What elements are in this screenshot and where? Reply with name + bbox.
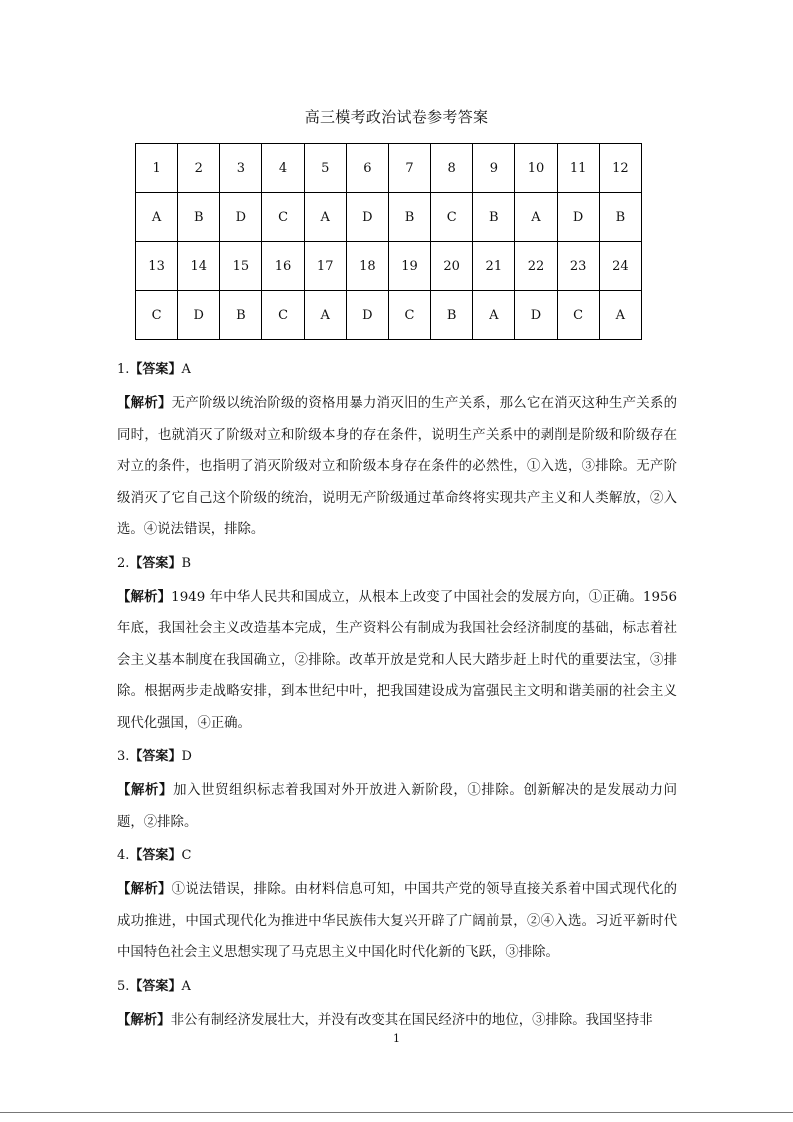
question-number-cell: 12 xyxy=(599,144,641,193)
explanation-label: 【解析】 xyxy=(117,589,172,605)
answer-letter-cell: C xyxy=(557,291,599,340)
answer-letter-cell: A xyxy=(515,193,557,242)
answer-letter-cell: C xyxy=(388,291,430,340)
explanation-text: 无产阶级以统治阶级的资格用暴力消灭旧的生产关系，那么它在消灭这种生产关系的同时，也就消灭了阶级对立和阶级本身的存在条件，说明生产关系中的剥削是阶级和阶级存在对立的条件，也指明了消灭阶级对立和阶级本身存在条件的必然性，①入选，③排除。无产阶级消灭了它自己这个阶级的统治，说明无产阶级通过革命终将实现共产主义和人类解放，②入选。④说法错误，排除。 xyxy=(117,396,678,537)
answer-value: C xyxy=(181,848,192,863)
answer-key-table xyxy=(135,143,642,340)
answer-letter-cell: C xyxy=(431,193,473,242)
answer-letter-cell: D xyxy=(220,193,262,242)
answer-letter-cell: A xyxy=(136,193,178,242)
answer-label: 答案 xyxy=(142,848,169,863)
table-row-question-numbers xyxy=(136,144,642,193)
bracket-close: 】 xyxy=(168,749,182,764)
question-number-cell: 1 xyxy=(136,144,178,193)
question-number-cell: 24 xyxy=(599,242,641,291)
answer-line xyxy=(117,360,677,380)
bracket-open: 【 xyxy=(129,362,143,377)
answer-letter-cell: C xyxy=(136,291,178,340)
question-number: 1. xyxy=(117,362,130,377)
answer-letter-cell: C xyxy=(262,291,304,340)
answer-letter-cell: B xyxy=(599,193,641,242)
bracket-close: 】 xyxy=(168,978,182,994)
bracket-close: 】 xyxy=(168,555,182,571)
answer-value: D xyxy=(181,749,192,764)
answer-letter-cell: D xyxy=(515,291,557,340)
answer-letter-cell: B xyxy=(473,193,515,242)
question-number-cell: 14 xyxy=(178,242,220,291)
question-number: 4. xyxy=(117,848,130,863)
question-number-cell: 7 xyxy=(388,144,430,193)
question-number-cell: 10 xyxy=(515,144,557,193)
answer-label: 答案 xyxy=(142,555,169,571)
question-number-cell: 2 xyxy=(178,144,220,193)
answer-line xyxy=(117,747,677,767)
bracket-open: 【 xyxy=(129,749,143,764)
explanation-label: 【解析】 xyxy=(117,1012,171,1028)
question-number-cell: 8 xyxy=(431,144,473,193)
question-number-cell: 19 xyxy=(388,242,430,291)
answer-letter-cell: B xyxy=(388,193,430,242)
question-number-cell: 3 xyxy=(220,144,262,193)
answer-value: A xyxy=(181,978,191,994)
explanation-text: ①说法错误，排除。由材料信息可知，中国共产党的领导直接关系着中国式现代化的成功推进，中国式现代化为推进中华民族伟大复兴开辟了广阔前景，②④入选。习近平新时代中国特色社会主义思想实现了马克思主义中国化时代化新的飞跃，③排除。 xyxy=(117,882,678,960)
question-number-cell: 22 xyxy=(515,242,557,291)
question-number-cell: 4 xyxy=(262,144,304,193)
explanation-paragraph xyxy=(117,874,677,969)
explanation-text: 非公有制经济发展壮大，并没有改变其在国民经济中的地位，③排除。我国坚持非 xyxy=(170,1012,653,1028)
bracket-open: 【 xyxy=(129,555,143,571)
explanation-label: 【解析】 xyxy=(117,783,174,798)
answer-letter-cell: A xyxy=(304,291,346,340)
question-number-cell: 6 xyxy=(346,144,388,193)
answer-letter-cell: A xyxy=(304,193,346,242)
answer-letter-cell: D xyxy=(346,193,388,242)
bracket-close: 】 xyxy=(168,362,182,377)
document-title: 高三模考政治试卷参考答案 xyxy=(304,108,489,126)
question-number-cell: 11 xyxy=(557,144,599,193)
question-number-cell: 20 xyxy=(431,242,473,291)
explanation-label: 【解析】 xyxy=(117,396,172,411)
question-number-cell: 9 xyxy=(473,144,515,193)
question-number-cell: 17 xyxy=(304,242,346,291)
table-row-question-numbers xyxy=(136,242,642,291)
answer-label: 答案 xyxy=(142,978,169,994)
question-number-cell: 13 xyxy=(136,242,178,291)
explanation-text: 1949 年中华人民共和国成立，从根本上改变了中国社会的发展方向，①正确。1956 年底，我国社会主义改造基本完成，生产资料公有制成为我国社会经济制度的基础，标志着社会主义基本制度在我国确立，②排除。改革开放是党和人民大踏步赶上时代的重要法宝，③排除。根据两步走战略安排，到本世纪中叶，把我国建设成为富强民主文明和谐美丽的社会主义现代化强国，④正确。 xyxy=(117,589,678,731)
answer-line xyxy=(117,977,677,997)
bracket-open: 【 xyxy=(129,848,143,863)
answer-letter-cell: D xyxy=(178,291,220,340)
question-number-cell: 18 xyxy=(346,242,388,291)
answer-line xyxy=(117,554,677,574)
question-number-cell: 5 xyxy=(304,144,346,193)
table-row-answers xyxy=(136,291,642,340)
answer-letter-cell: A xyxy=(599,291,641,340)
explanation-text: 加入世贸组织标志着我国对外开放进入新阶段，①排除。创新解决的是发展动力问题，②排除。 xyxy=(117,783,677,830)
explanation-label: 【解析】 xyxy=(117,882,172,897)
answer-letter-cell: B xyxy=(178,193,220,242)
page-bottom-border xyxy=(0,1112,793,1113)
answer-letter-cell: B xyxy=(220,291,262,340)
question-number-cell: 15 xyxy=(220,242,262,291)
page-number: 1 xyxy=(393,1032,400,1045)
question-number-cell: 16 xyxy=(262,242,304,291)
answer-letter-cell: B xyxy=(431,291,473,340)
bracket-open: 【 xyxy=(129,978,143,994)
explanation-paragraph xyxy=(117,582,677,740)
answer-explanations xyxy=(117,360,677,1044)
explanation-paragraph xyxy=(117,388,677,546)
answer-label: 答案 xyxy=(142,362,169,377)
answer-letter-cell: D xyxy=(557,193,599,242)
table-row-answers xyxy=(136,193,642,242)
answer-letter-cell: C xyxy=(262,193,304,242)
answer-letter-cell: A xyxy=(473,291,515,340)
question-number-cell: 21 xyxy=(473,242,515,291)
question-number: 2. xyxy=(117,555,130,571)
explanation-paragraph xyxy=(117,775,677,838)
answer-value: B xyxy=(181,555,192,571)
answer-letter-cell: D xyxy=(346,291,388,340)
bracket-close: 】 xyxy=(168,848,182,863)
question-number: 5. xyxy=(117,978,130,994)
answer-line xyxy=(117,846,677,866)
question-number-cell: 23 xyxy=(557,242,599,291)
answer-value: A xyxy=(181,362,191,377)
question-number: 3. xyxy=(117,749,130,764)
answer-label: 答案 xyxy=(142,749,169,764)
